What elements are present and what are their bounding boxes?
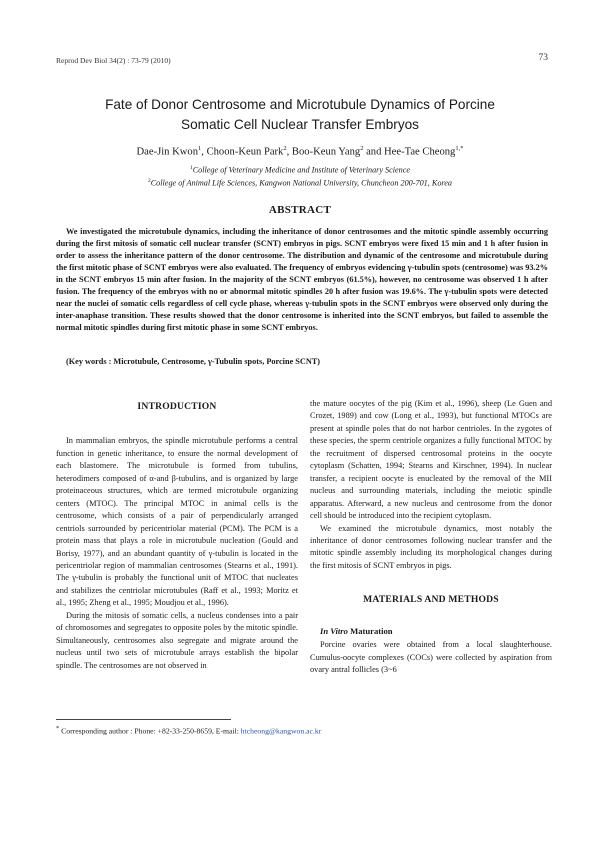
left-column <box>56 398 298 672</box>
abstract-text: We investigated the microtubule dynamics, including the inheritance of donor centrosomes and the mitotic spindle assembly occurring during the first mitosis of somatic cell nuclear transfer (SCNT) embryos in pigs. SCNT embryos were fixed 15 min and 1 h after fusion in order to assess the inheritance pattern of the donor centrosome. The distribution and dynamic of the centrosome and microtubule during the first mitotic phase of SCNT embryos were also evaluated. The frequency of embryos evidencing γ-tubulin spots (centrosome) was 93.2% in the SCNT embryos 15 min after fusion. In the majority of the SCNT embryos (61.5%), however, no centrosome was observed 1 h after fusion. The frequency of the embryos with no or abnormal mitotic spindles 20 h after fusion was 19.6%. The γ-tubulin spots were detected near the nuclei of somatic cells regardless of cell cycle phase, whereas γ-tubulin spots in the SCNT embryos were observed only during the inter-anaphase transition. These results showed that the donor centrosome is inherited into the SCNT embryos, but failed to assemble the normal mitotic spindles during first mitotic phase in some SCNT embryos. <box>56 227 548 333</box>
body-paragraph: In mammalian embryos, the spindle microtubule performs a central function in genetic inheritance, to ensure the normal development of each blastomere. The microtubule is formed from tubulins, heterodimers composed of α-and β-tubulins, and is organized by large proteinaceous structures, which are termed microtubule organizing centers (MTOC). The principal MTOC in animal cells is the centrosome, which consists of a pair of perpendicularly arranged centriols surrounded by pericentriolar material (PCM). The PCM is a protein mass that plays a role in microtubule nucleation (Gould and Borisy, 1977), and an abundant quantity of γ-tubulin is located in the pericentriolar region of mammalian centrosomes (Stearns et al., 1991). The γ-tubulin is probably the functional unit of MTOC that nucleates and stabilizes the centriolar microtubules (Raff et al., 1993; Moritz et al., 1995; Zheng et al., 1995; Moudjou et al., 1996). <box>56 436 298 608</box>
right-column <box>310 398 552 677</box>
body-paragraph: the mature oocytes of the pig (Kim et al., 1996), sheep (Le Guen and Crozet, 1989) and cow (Long et al., 1993), but functional MTOCs are present at spindle poles that do not harbor centrioles. In the zygotes of these species, the sperm centriole organizes a fully functional MTOC by the recruitment of dispersed centrosomal proteins in the oocyte cytoplasm (Schatten, 1994; Stearns and Kirschner, 1994). In nuclear transfer, a recipient oocyte is enucleated by the removal of the MII nucleus and surrounding materials, including the meiotic spindle apparatus. Afterward, a new nucleus and centrosome from the donor cell should be introduced into the recipient cytoplasm. <box>310 399 552 521</box>
footnote-divider <box>56 719 231 720</box>
introduction-heading: INTRODUCTION <box>137 401 217 412</box>
corresponding-author-footnote <box>56 725 321 736</box>
author-affil-marker: 1 <box>198 145 202 152</box>
running-head: Reprod Dev Biol 34(2) : 73-79 (2010) <box>56 56 171 65</box>
page-number: 73 <box>538 53 548 63</box>
footnote-marker: * <box>56 725 60 732</box>
body-paragraph: Porcine ovaries were obtained from a local slaughterhouse. Cumulus-oocyte complexes (COCs) were collected by aspiration from ovary antral follicles (3~6 <box>310 640 552 675</box>
author-affil-marker: 2 <box>283 145 287 152</box>
title-line: Fate of Donor Centrosome and Microtubule Dynamics of Porcine <box>105 97 495 112</box>
abstract-heading: ABSTRACT <box>268 204 332 216</box>
email-link[interactable]: htcheong@kangwon.ac.kr <box>240 726 322 736</box>
author-name: Dae-Jin Kwon <box>136 146 199 158</box>
author-name: Boo-Keun Yang <box>291 146 361 158</box>
author-separator: and <box>363 146 385 158</box>
methods-heading: MATERIALS AND METHODS <box>363 594 499 606</box>
author-list <box>60 145 540 158</box>
subsection-heading <box>320 625 552 637</box>
paper-title <box>60 95 540 135</box>
affiliation-text: College of Veterinary Medicine and Institute of Veterinary Science <box>192 165 411 175</box>
body-paragraph: We examined the microtubule dynamics, most notably the inheritance of donor centrosomes following nuclear transfer and the mitotic spindle assembly including its morphological changes during the first mitosis of SCNT embryos in pigs. <box>310 523 552 570</box>
author-separator: , <box>201 146 207 158</box>
author-affil-marker: 1,* <box>455 145 464 152</box>
affiliation <box>60 178 540 188</box>
title-line: Somatic Cell Nuclear Transfer Embryos <box>181 117 419 132</box>
body-paragraph: During the mitosis of somatic cells, a nucleus condenses into a pair of chromosomes and segregates to opposite poles by the mitotic spindle. Simultaneously, centrosomes also segregate and migrate around the nucleus until two sets of microtubule arrays establish the bipolar spindle. The centrosomes are not observed in <box>56 610 298 670</box>
author-separator: , <box>286 146 292 158</box>
affiliation-marker: 1 <box>189 165 193 171</box>
author-name: Hee-Tae Cheong <box>384 146 456 158</box>
subsection-heading-italic: In Vitro <box>320 625 348 636</box>
affiliation <box>60 165 540 175</box>
affiliation-text: College of Animal Life Sciences, Kangwon National University, Chuncheon 200-701, Korea <box>150 178 453 188</box>
affiliation-marker: 2 <box>147 178 151 184</box>
author-affil-marker: 2 <box>360 145 364 152</box>
footnote-text: Corresponding author : Phone: +82-33-250-8659, E-mail: <box>59 726 241 736</box>
subsection-heading-text: Maturation <box>347 625 393 636</box>
keywords: (Key words : Microtubule, Centrosome, γ-Tubulin spots, Porcine SCNT) <box>66 357 321 366</box>
author-name: Choon-Keun Park <box>206 146 284 158</box>
